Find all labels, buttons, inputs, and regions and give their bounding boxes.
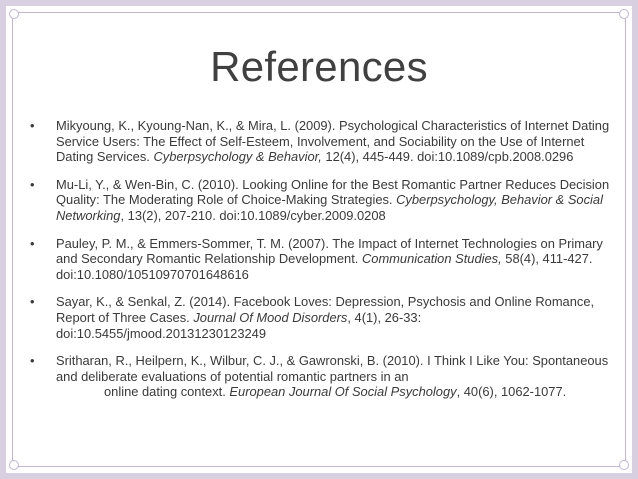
bullet: •	[30, 294, 35, 310]
reference-journal: Communication Studies,	[361, 251, 502, 267]
reference-volume-doi: , 13(2), 207-210. doi:10.1089/cyber.2009.0208	[120, 207, 386, 223]
reference-text	[56, 236, 603, 282]
reference-item	[30, 118, 610, 165]
reference-volume-doi: 12(4), 445-449. doi:10.1089/cpb.2008.0296	[321, 149, 574, 165]
corner-ornament	[9, 460, 19, 470]
bullet: •	[30, 176, 35, 192]
corner-ornament	[9, 9, 19, 19]
reference-authors-title: Mikyoung, K., Kyoung-Nan, K., & Mira, L. (2009). Psychological Characteristics of Internet Dating Service Users: The Effect of Self-Esteem, Involvement, and Sociability on the Use of Internet Dating Services.	[56, 118, 610, 165]
reference-volume-doi: , 4(1), 26-33: doi:10.5455/jmood.20131230123249	[56, 309, 422, 341]
reference-authors-title: Sritharan, R., Heilpern, K., Wilbur, C. J., & Gawronski, B. (2010). I Think I Like You: Spontaneous and deliberate evaluations of potential romantic partners in an	[56, 353, 609, 384]
reference-journal: Cyberpsychology & Behavior,	[153, 149, 322, 165]
reference-item	[30, 177, 610, 224]
reference-text	[56, 294, 594, 340]
bullet: •	[30, 118, 35, 133]
reference-item	[30, 353, 610, 400]
reference-journal: Cyberpsychology, Behavior & Social Networking	[56, 192, 603, 223]
reference-text	[56, 353, 608, 399]
reference-journal: Journal Of Mood Disorders	[193, 309, 348, 325]
reference-authors-title: Sayar, K., & Senkal, Z. (2014). Facebook Loves: Depression, Psychosis and Online Romance, Report of Three Cases.	[56, 294, 595, 325]
reference-item	[30, 236, 610, 283]
reference-authors-title-continued: online dating context.	[104, 384, 230, 400]
reference-authors-title: Pauley, P. M., & Emmers-Sommer, T. M. (2007). The Impact of Internet Technologies on Primary and Secondary Romantic Relationship Development.	[56, 235, 603, 267]
reference-text	[56, 118, 609, 164]
bullet: •	[30, 235, 35, 251]
reference-list	[30, 118, 610, 412]
reference-journal: European Journal Of Social Psychology	[229, 384, 457, 400]
bullet: •	[30, 353, 35, 369]
corner-ornament	[619, 9, 629, 19]
reference-authors-title: Mu-Li, Y., & Wen-Bin, C. (2010). Looking Online for the Best Romantic Partner Reduces Decision Quality: The Moderating Role of Choice-Making Strategies.	[56, 176, 610, 208]
reference-item	[30, 294, 610, 341]
reference-volume-doi: 58(4), 411-427. doi:10.1080/10510970701648616	[56, 251, 593, 282]
reference-text	[56, 177, 609, 223]
corner-ornament	[619, 460, 629, 470]
reference-volume-doi: , 40(6), 1062-1077.	[456, 384, 567, 400]
slide-title: References	[210, 43, 428, 90]
